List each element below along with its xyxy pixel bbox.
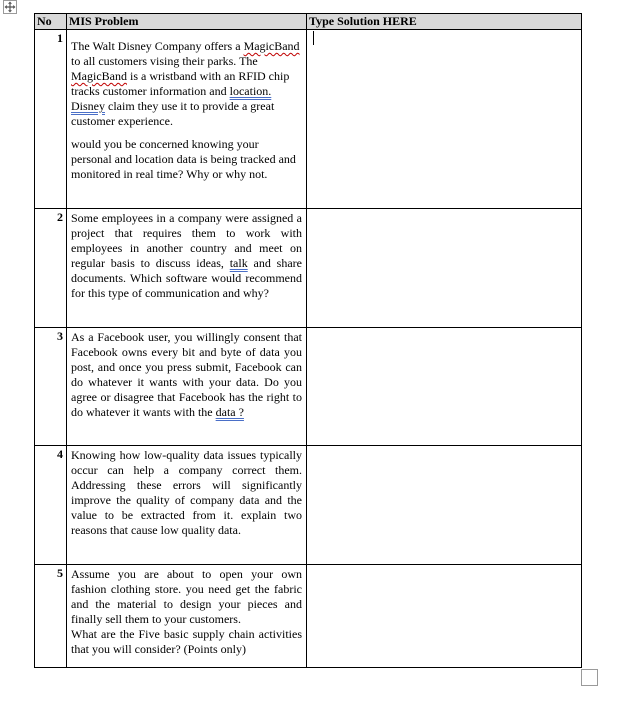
- solution-cell[interactable]: [307, 209, 582, 328]
- problem-text: Assume you are about to open your own fashion clothing store. you need get the fabric and the material to design your pieces and finally sell them to your customers.: [71, 567, 302, 626]
- grammar-flag-word: Disney: [71, 99, 105, 113]
- table-row: [35, 209, 582, 328]
- problem-text: Knowing how low-quality data issues typically occur can help a company correct them. Addressing these errors will significantly improve the quality of company data and the value to be extracted from it. explain two reasons that cause low quality data.: [71, 448, 302, 537]
- text-cursor: [313, 31, 314, 45]
- misspelled-word: MagicBand: [243, 39, 300, 53]
- table-resize-handle[interactable]: [581, 669, 598, 686]
- problem-text: As a Facebook user, you willingly consent that Facebook owns every bit and byte of data you post, and once you press submit, Facebook can do whatever it wants with your data. Do you agree or disagree that Facebook has the right to do whatever it wants with the data ?: [71, 330, 302, 419]
- mis-problem-table: [34, 13, 582, 668]
- problem-cell[interactable]: [67, 328, 307, 446]
- problem-text: The Walt Disney Company offers a MagicBand to all customers vising their parks. The MagicBand is a wristband with an RFID chip tracks customer information and location. Disney claim they use it to provide a great customer experience.: [71, 39, 300, 128]
- solution-cell[interactable]: [307, 328, 582, 446]
- problem-cell[interactable]: [67, 30, 307, 209]
- problem-cell[interactable]: [67, 565, 307, 668]
- grammar-flag-word: data ?: [215, 405, 244, 419]
- four-arrow-move-icon: [4, 1, 16, 13]
- header-type-solution: Type Solution HERE: [307, 14, 582, 30]
- row-number: 4: [35, 446, 67, 565]
- grammar-flag-word: location.: [229, 84, 272, 98]
- row-number: 3: [35, 328, 67, 446]
- problem-cell[interactable]: [67, 209, 307, 328]
- header-mis-problem: MIS Problem: [67, 14, 307, 30]
- misspelled-word: MagicBand: [71, 69, 127, 83]
- table-header-row: [35, 14, 582, 30]
- problem-question: What are the Five basic supply chain activities that you will consider? (Points only): [71, 627, 302, 656]
- solution-cell[interactable]: [307, 565, 582, 668]
- table-row: [35, 328, 582, 446]
- table-row: [35, 565, 582, 668]
- row-number: 1: [35, 30, 67, 209]
- problem-cell[interactable]: [67, 446, 307, 565]
- row-number: 5: [35, 565, 67, 668]
- table-row: [35, 30, 582, 209]
- table-row: [35, 446, 582, 565]
- row-number: 2: [35, 209, 67, 328]
- solution-cell[interactable]: [307, 446, 582, 565]
- header-no: No: [35, 14, 67, 30]
- problem-text: Some employees in a company were assigned a project that requires them to work with employees in another country and meet on regular basis to discuss ideas, talk and share documents. Which software would recommend for this type of communication and why?: [71, 211, 302, 300]
- solution-cell[interactable]: [307, 30, 582, 209]
- grammar-flag-word: talk: [229, 256, 248, 270]
- table-move-handle-icon[interactable]: [3, 0, 17, 14]
- problem-question: would you be concerned knowing your personal and location data is being tracked and monitored in real time? Why or why not.: [71, 137, 296, 181]
